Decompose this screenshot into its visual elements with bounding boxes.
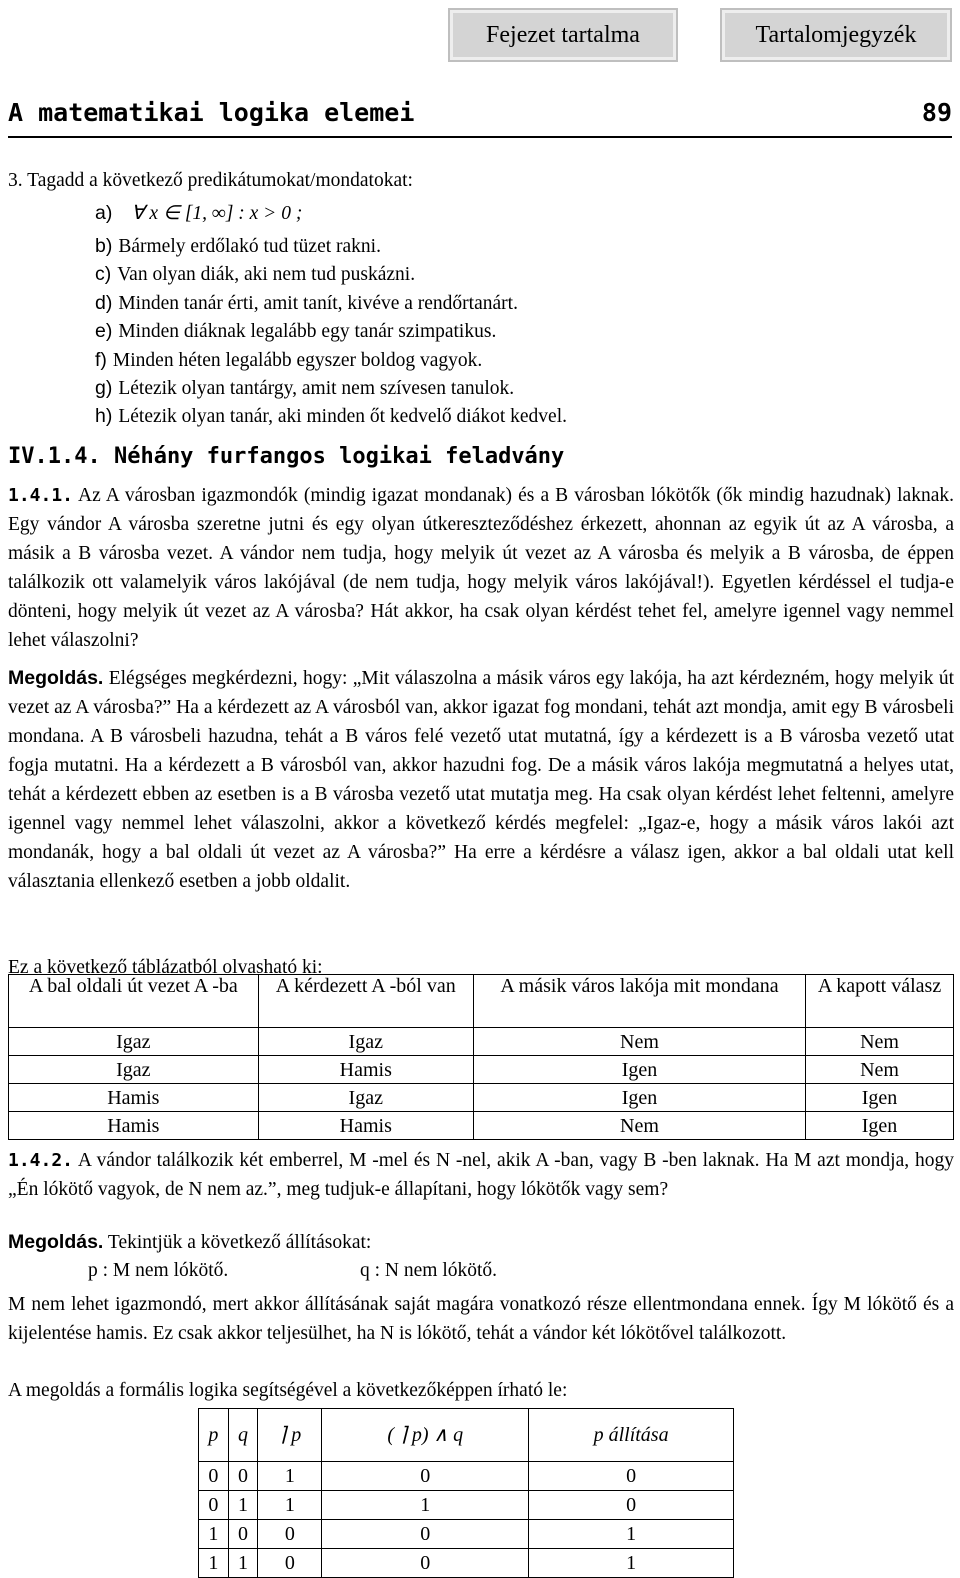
table-cell: Nem	[806, 1028, 954, 1056]
exercise-item	[95, 290, 518, 317]
table-cell: 0	[228, 1462, 258, 1491]
table-header-cell: ( ⌉ p) ∧ q	[322, 1409, 529, 1462]
table-cell: 0	[529, 1491, 734, 1520]
solution-label: Megoldás.	[8, 1231, 104, 1253]
exercise-item	[95, 261, 415, 288]
table-cell: 1	[199, 1520, 229, 1549]
exercise-item	[95, 375, 514, 402]
table-cell: 0	[258, 1549, 322, 1578]
table-header-cell: A bal oldali út vezet A -ba	[9, 975, 259, 1028]
page-number: 89	[921, 98, 952, 127]
exercise-intro: 3. Tagadd a következő predikátumokat/mondatokat:	[8, 170, 413, 191]
item-text: Minden tanár érti, amit tanít, kivéve a rendőrtanárt.	[118, 292, 518, 314]
formal-intro: A megoldás a formális logika segítségével a következőképpen írható le:	[8, 1380, 568, 1401]
table-cell: 0	[322, 1520, 529, 1549]
table-cell: Igaz	[9, 1028, 259, 1056]
table-header-row	[9, 975, 954, 1028]
page-title: A matematikai logika elemei	[8, 98, 415, 127]
item-label: e)	[95, 320, 113, 343]
table-cell: Igaz	[9, 1056, 259, 1084]
table-header-cell: q	[228, 1409, 258, 1462]
section-heading: IV.1.4. Néhány furfangos logikai feladvány	[8, 444, 565, 469]
table-cell: 1	[258, 1462, 322, 1491]
table-cell: 0	[529, 1462, 734, 1491]
problem-2-statement	[8, 1146, 954, 1204]
table-row	[199, 1549, 734, 1578]
problem-1-statement	[8, 481, 954, 655]
table-header-cell: A kérdezett A -ból van	[258, 975, 473, 1028]
item-label: c)	[95, 263, 112, 286]
solution-text: Elégséges megkérdezni, hogy: „Mit válaszolna a másik város egy lakója, ha azt kérdezném, hogy melyik út vezet az A városba?” Ha a kérdezett az A városból van, akkor igazat fog mondani, tehát azt mondja, amit egy B városbeli mondana. A B városbeli hazudna, tehát a B város felé vezető utat mutatná, így a kérdezett is a B városba vezető utat fogja mutatni. Ha a kérdezett a B városból van, akkor hazudni fog. De a másik város lakója megmutatná a helyes utat, tehát a kérdezett ebben az esetben is a B városba vezető utat mutatja meg. Ha csak olyan kérdést lehet feltenni, amelyre igennel vagy nemmel lehet válaszolni, akkor a következő kérdés megfelel: „Igaz-e, hogy a másik város lakói azt mondanák, hogy a bal oldali út vezet az A városba?” Ha erre a kérdésre a válasz igen, akkor a bal oldali utat kell választania ellenkező esetben a jobb oldalit.	[8, 668, 955, 892]
table-cell: Nem	[473, 1028, 805, 1056]
table-row	[9, 1056, 954, 1084]
item-formula: ∀ x ∈ [1, ∞] : x > 0 ;	[131, 203, 303, 224]
table-cell: Igaz	[258, 1028, 473, 1056]
problem-label: 1.4.2.	[8, 1150, 74, 1171]
table-header-row	[199, 1409, 734, 1462]
table-cell: 1	[322, 1491, 529, 1520]
table-cell: Igaz	[258, 1084, 473, 1112]
exercise-item-a	[95, 200, 302, 227]
q-definition: q : N nem lókötő.	[360, 1260, 498, 1281]
problem-1-solution	[8, 664, 954, 896]
table-intro: Ez a következő táblázatból olvasható ki:	[8, 957, 323, 978]
table-cell: 1	[228, 1549, 258, 1578]
table-row	[199, 1491, 734, 1520]
table-header-cell: A kapott válasz	[806, 975, 954, 1028]
item-label: d)	[95, 291, 113, 314]
item-text: Van olyan diák, aki nem tud puskázni.	[117, 264, 416, 286]
argument: M nem lehet igazmondó, mert akkor állításának saját magára vonatkozó része ellentmondana ennek. Így M lókötő és a kijelentése hamis. Ez csak akkor teljesülhet, ha N is lókötő, tehát a vándor két lókötővel találkozott.	[8, 1294, 954, 1344]
problem-label: 1.4.1.	[8, 485, 74, 506]
chapter-contents-button[interactable]: Fejezet tartalma	[448, 8, 678, 62]
problem-text: Az A városban igazmondók (mindig igazat mondanak) és a B városban lókötők (ők mindig hazudnak) laknak. Egy vándor A városba szeretne jutni és egy olyan útkereszteződéshez érkezett, ahonnan az egyik út az A városba, a másik a B városba vezet. A vándor nem tudja, hogy melyik út vezet az A városba és melyik a B városba, de éppen találkozik ott valamelyik város lakójával (de nem tudja, hogy melyik város lakójával!). Egyetlen kérdéssel el tudja-e dönteni, hogy melyik út vezet az A városba? Hát akkor, ha csak olyan kérdést tehet fel, amelyre igennel vagy nemmel lehet válaszolni?	[8, 485, 954, 651]
table-cell: Hamis	[258, 1056, 473, 1084]
item-label: b)	[95, 235, 113, 257]
table-of-contents-button[interactable]: Tartalomjegyzék	[720, 8, 952, 62]
table-cell: 0	[322, 1549, 529, 1578]
table-cell: Igen	[473, 1084, 805, 1112]
item-text: Minden diáknak legalább egy tanár szimpatikus.	[118, 321, 497, 343]
table-cell: Nem	[473, 1112, 805, 1140]
exercise-item	[95, 403, 567, 430]
table-row	[9, 1028, 954, 1056]
table-cell: 1	[529, 1549, 734, 1578]
table-cell: Igen	[806, 1112, 954, 1140]
table-header-cell: ⌉ p	[258, 1409, 322, 1462]
p-definition: p : M nem lókötő.	[88, 1260, 229, 1281]
table-header-cell: p	[199, 1409, 229, 1462]
item-label: a)	[95, 202, 113, 224]
table-row	[199, 1462, 734, 1491]
table-cell: 0	[322, 1462, 529, 1491]
table-cell: 0	[228, 1520, 258, 1549]
item-label: g)	[95, 377, 113, 399]
table-cell: Hamis	[9, 1112, 259, 1140]
solution-intro: Tekintjük a következő állításokat:	[107, 1232, 372, 1253]
exercise-item	[95, 318, 496, 345]
exercise-item	[95, 233, 381, 260]
solution-label: Megoldás.	[8, 667, 104, 689]
table-cell: Hamis	[9, 1084, 259, 1112]
table-cell: 1	[258, 1491, 322, 1520]
table-row	[9, 1112, 954, 1140]
table-header-cell: p állítása	[529, 1409, 734, 1462]
table-cell: 1	[228, 1491, 258, 1520]
problem-text: A vándor találkozik két emberrel, M -mel és N -nel, akik A -ban, vagy B -ben laknak. Ha M azt mondja, hogy „Én lókötő vagyok, de N nem az.”, meg tudjuk-e állapítani, hogy lókötők vagy sem?	[8, 1150, 954, 1200]
item-text: Létezik olyan tanár, aki minden őt kedvelő diákot kedvel.	[118, 406, 567, 428]
table-cell: 0	[258, 1520, 322, 1549]
page-header	[8, 100, 952, 138]
table-cell: Nem	[806, 1056, 954, 1084]
table-cell: 0	[199, 1462, 229, 1491]
exercise-item	[95, 347, 482, 374]
table-cell: Hamis	[258, 1112, 473, 1140]
item-text: Létezik olyan tantárgy, amit nem szívesen tanulok.	[118, 378, 515, 399]
item-text: Minden héten legalább egyszer boldog vagyok.	[112, 349, 483, 371]
table-cell: 1	[529, 1520, 734, 1549]
truth-table-2	[198, 1408, 734, 1578]
table-cell: 1	[199, 1549, 229, 1578]
table-cell: Igen	[806, 1084, 954, 1112]
table-row	[199, 1520, 734, 1549]
table-cell: 0	[199, 1491, 229, 1520]
table-header-cell: A másik város lakója mit mondana	[473, 975, 805, 1028]
item-text: Bármely erdőlakó tud tüzet rakni.	[118, 236, 381, 257]
truth-table-1	[8, 974, 954, 1140]
problem-2-solution	[8, 1229, 371, 1256]
table-row	[9, 1084, 954, 1112]
item-label: f)	[95, 348, 107, 371]
table-cell: Igen	[473, 1056, 805, 1084]
item-label: h)	[95, 405, 113, 428]
